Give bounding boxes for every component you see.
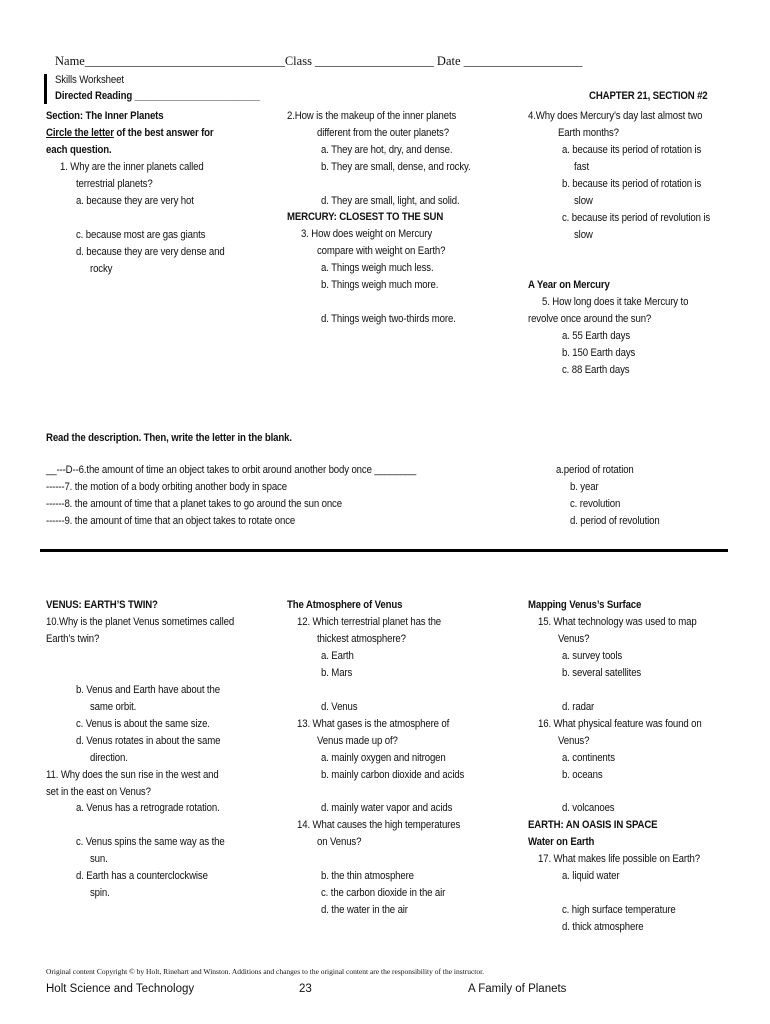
worksheet-line: 11. Why does the sun rise in the west and <box>46 769 219 781</box>
worksheet-line: d. volcanoes <box>562 802 615 814</box>
publisher-name: Holt Science and Technology <box>46 983 195 995</box>
worksheet-line: d. Venus rotates in about the same <box>76 735 221 747</box>
worksheet-line: b. several satellites <box>562 667 642 679</box>
worksheet-line: d. Things weigh two-thirds more. <box>321 313 456 325</box>
worksheet-line: 4.Why does Mercury’s day last almost two <box>528 110 703 122</box>
worksheet-line: slow <box>574 195 593 207</box>
chapter-section-label: CHAPTER 21, SECTION #2 <box>589 90 708 102</box>
worksheet-line: c. 88 Earth days <box>562 364 630 376</box>
worksheet-line: c. high surface temperature <box>562 904 676 916</box>
matching-choice: d. period of revolution <box>570 515 660 527</box>
worksheet-line: b. oceans <box>562 769 603 781</box>
worksheet-line: Venus? <box>558 735 590 747</box>
copyright-notice: Original content Copyright © by Holt, Rinehart and Winston. Additions and changes to the original content are the responsibility of the instructor. <box>46 967 485 976</box>
worksheet-line: set in the east on Venus? <box>46 786 151 798</box>
worksheet-line: d. because they are very dense and <box>76 246 225 258</box>
matching-item: ------7. the motion of a body orbiting another body in space <box>46 481 287 493</box>
worksheet-line: 13. What gases is the atmosphere of <box>297 718 450 730</box>
matching-item: ------8. the amount of time that a planet takes to go around the sun once <box>46 498 342 510</box>
worksheet-line: c. because its period of revolution is <box>562 212 711 224</box>
worksheet-line: b. the thin atmosphere <box>321 870 414 882</box>
worksheet-line: sun. <box>90 853 108 865</box>
chapter-title: A Family of Planets <box>468 983 567 995</box>
worksheet-line: MERCURY: CLOSEST TO THE SUN <box>287 211 444 223</box>
worksheet-line: 1. Why are the inner planets called <box>60 161 204 173</box>
name-class-date-line: Name________________________________Class ___________________ Date ___________________ <box>55 54 583 68</box>
worksheet-line: a. Venus has a retrograde rotation. <box>76 802 220 814</box>
worksheet-line: Earth’s twin? <box>46 633 100 645</box>
worksheet-line: 12. Which terrestrial planet has the <box>297 616 442 628</box>
worksheet-line: 16. What physical feature was found on <box>538 718 702 730</box>
worksheet-line: on Venus? <box>317 836 362 848</box>
worksheet-line: a. mainly oxygen and nitrogen <box>321 752 446 764</box>
worksheet-line: a. They are hot, dry, and dense. <box>321 144 453 156</box>
worksheet-line: 15. What technology was used to map <box>538 616 697 628</box>
worksheet-line: b. because its period of rotation is <box>562 178 702 190</box>
worksheet-line: c. Venus spins the same way as the <box>76 836 225 848</box>
worksheet-line: a. 55 Earth days <box>562 330 631 342</box>
worksheet-line: d. Venus <box>321 701 358 713</box>
worksheet-line: Circle the letter of the best answer for <box>46 127 214 139</box>
worksheet-line: revolve once around the sun? <box>528 313 652 325</box>
worksheet-line: b. They are small, dense, and rocky. <box>321 161 471 173</box>
worksheet-line: a. because its period of rotation is <box>562 144 702 156</box>
worksheet-line: Section: The Inner Planets <box>46 110 164 122</box>
worksheet-line: b. mainly carbon dioxide and acids <box>321 769 465 781</box>
worksheet-line: Venus made up of? <box>317 735 398 747</box>
worksheet-line: c. because most are gas giants <box>76 229 206 241</box>
worksheet-line: different from the outer planets? <box>317 127 449 139</box>
page-number: 23 <box>299 983 312 995</box>
worksheet-line: d. Earth has a counterclockwise <box>76 870 208 882</box>
worksheet-type: Skills Worksheet <box>55 74 124 86</box>
worksheet-line: d. They are small, light, and solid. <box>321 195 460 207</box>
worksheet-line: a. because they are very hot <box>76 195 194 207</box>
worksheet-line: b. 150 Earth days <box>562 347 636 359</box>
section-divider <box>40 549 728 552</box>
directed-reading-title: Directed Reading ________________________ <box>55 90 260 102</box>
worksheet-line: a. Earth <box>321 650 354 662</box>
worksheet-line: slow <box>574 229 593 241</box>
worksheet-line: same orbit. <box>90 701 137 713</box>
matching-item: ------9. the amount of time that an object takes to rotate once <box>46 515 296 527</box>
worksheet-line: a. liquid water <box>562 870 620 882</box>
worksheet-line: c. the carbon dioxide in the air <box>321 887 446 899</box>
worksheet-line: VENUS: EARTH’S TWIN? <box>46 599 158 611</box>
matching-choice: a.period of rotation <box>556 464 634 476</box>
matching-choice: c. revolution <box>570 498 621 510</box>
worksheet-line: 2.How is the makeup of the inner planets <box>287 110 457 122</box>
worksheet-line: EARTH: AN OASIS IN SPACE <box>528 819 658 831</box>
worksheet-line: b. Mars <box>321 667 353 679</box>
worksheet-line: b. Venus and Earth have about the <box>76 684 220 696</box>
worksheet-line: direction. <box>90 752 128 764</box>
worksheet-line: d. the water in the air <box>321 904 408 916</box>
worksheet-line: terrestrial planets? <box>76 178 153 190</box>
worksheet-line: Water on Earth <box>528 836 595 848</box>
worksheet-line: a. continents <box>562 752 615 764</box>
worksheet-line: a. survey tools <box>562 650 623 662</box>
worksheet-line: Mapping Venus’s Surface <box>528 599 642 611</box>
worksheet-line: 3. How does weight on Mercury <box>301 228 433 240</box>
worksheet-line: 14. What causes the high temperatures <box>297 819 461 831</box>
worksheet-line: 10.Why is the planet Venus sometimes called <box>46 616 235 628</box>
worksheet-line: Earth months? <box>558 127 619 139</box>
worksheet-line: compare with weight on Earth? <box>317 245 446 257</box>
worksheet-line: d. thick atmosphere <box>562 921 644 933</box>
worksheet-line: d. mainly water vapor and acids <box>321 802 453 814</box>
worksheet-line: d. radar <box>562 701 595 713</box>
matching-choice: b. year <box>570 481 599 493</box>
worksheet-line: A Year on Mercury <box>528 279 610 291</box>
worksheet-line: each question. <box>46 144 112 156</box>
header-bar <box>44 74 47 104</box>
worksheet-line: b. Things weigh much more. <box>321 279 439 291</box>
worksheet-line: thickest atmosphere? <box>317 633 406 645</box>
worksheet-line: Venus? <box>558 633 590 645</box>
matching-instruction: Read the description. Then, write the letter in the blank. <box>46 432 292 444</box>
worksheet-line: 5. How long does it take Mercury to <box>542 296 689 308</box>
worksheet-line: fast <box>574 161 589 173</box>
worksheet-line: rocky <box>90 263 113 275</box>
matching-item: __---D--6.the amount of time an object takes to orbit around another body once ________ <box>46 464 417 476</box>
worksheet-line: spin. <box>90 887 110 899</box>
worksheet-line: 17. What makes life possible on Earth? <box>538 853 700 865</box>
worksheet-line: c. Venus is about the same size. <box>76 718 210 730</box>
worksheet-line: a. Things weigh much less. <box>321 262 434 274</box>
worksheet-line: The Atmosphere of Venus <box>287 599 403 611</box>
